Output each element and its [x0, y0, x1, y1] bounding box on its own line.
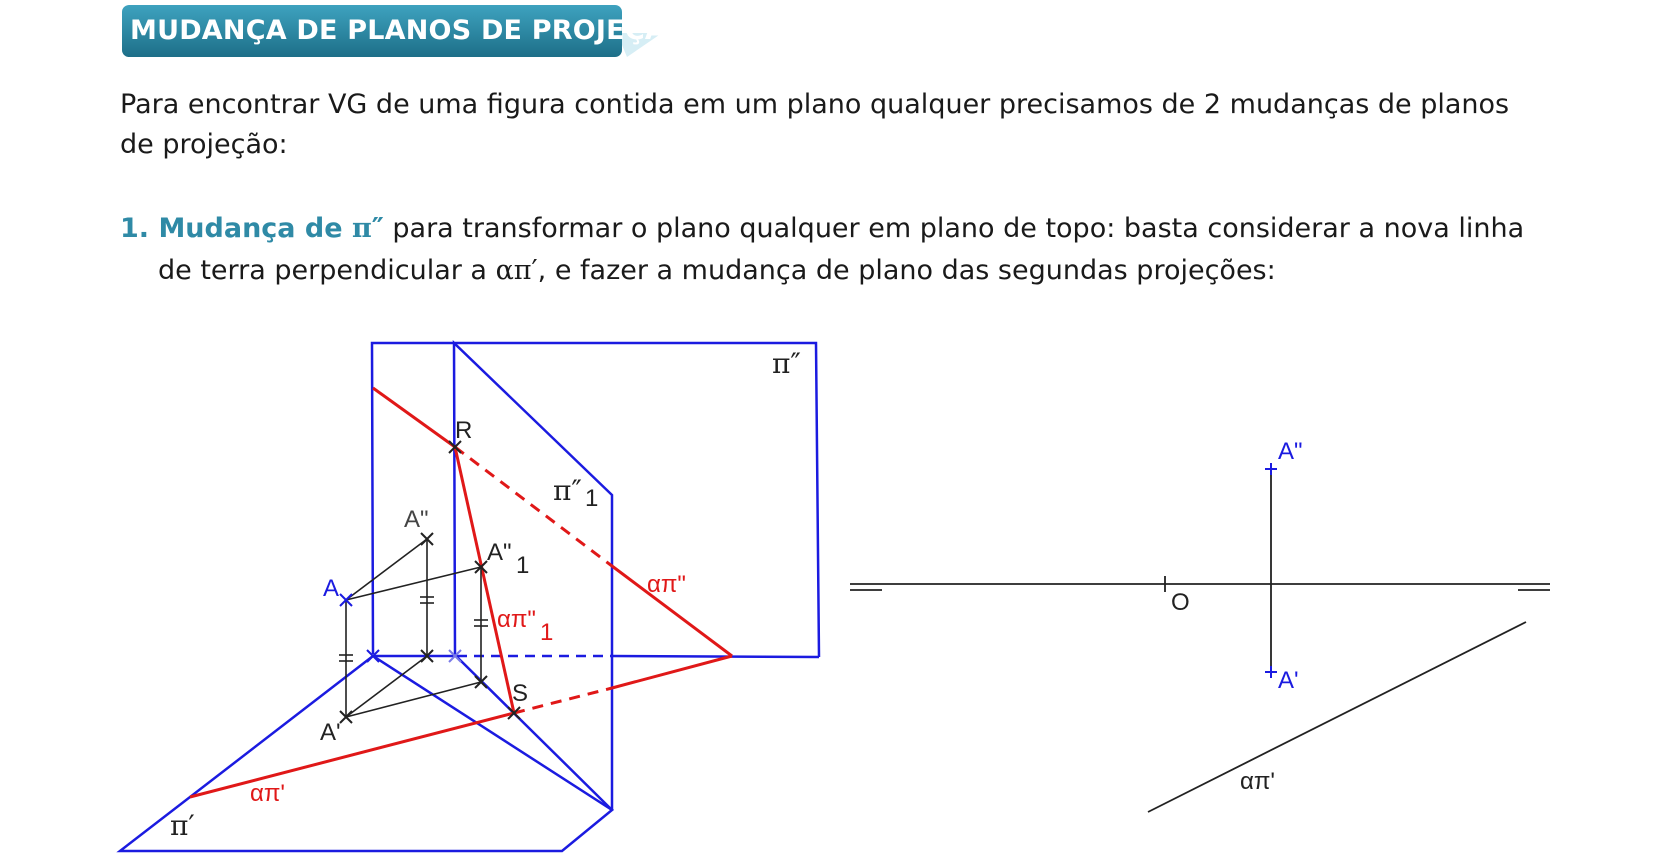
step-1-heading-symbol: π″	[351, 213, 384, 244]
trace-alpha-pi2-1	[455, 447, 514, 713]
label-plane-pi2-1: π″	[553, 474, 582, 507]
label-trace-alpha-pi1: απ'	[250, 780, 286, 807]
label-trace-alpha-pi2-1: απ"	[497, 606, 536, 633]
label-trace-alpha-pi1-2d: απ'	[1240, 768, 1276, 795]
label-plane-pi2: π″	[772, 347, 801, 380]
label-point-A: A	[323, 575, 340, 602]
label-trace-alpha-pi2: απ"	[647, 571, 686, 598]
label-origin-2d: O	[1171, 589, 1190, 616]
label-point-A2-1: A"	[487, 539, 512, 566]
diagram-3d	[120, 343, 819, 851]
trace-alpha-pi1-dashed	[514, 688, 612, 713]
plane-pi2-1-outline	[454, 343, 612, 810]
label-point-A2-2d: A"	[1278, 438, 1303, 465]
label-trace-alpha-pi2-1-sub: 1	[540, 619, 554, 646]
trace-alpha-pi1-right	[612, 656, 732, 688]
label-point-R: R	[455, 417, 473, 444]
label-point-A1: A'	[320, 719, 341, 746]
label-point-S: S	[512, 680, 529, 707]
ground-line-right	[612, 656, 819, 657]
page-title: MUDANÇA DE PLANOS DE PROJEÇÃO	[130, 15, 690, 46]
label-plane-pi2-1-sub: 1	[585, 485, 599, 512]
label-point-A2-1-sub: 1	[516, 552, 530, 579]
intro-line-1: Para encontrar VG de uma figura contida em um plano qualquer precisamos de 2 mudanças de planos	[120, 89, 1510, 120]
marker-A2-2d	[1265, 463, 1277, 475]
intro-line-2: de projeção:	[120, 129, 288, 160]
step-1-text-2b: , e fazer a mudança de plano das segundas projeções:	[537, 255, 1276, 286]
step-1-text-2a: de terra perpendicular a	[158, 255, 496, 286]
trace-alpha-pi1-2d	[1148, 622, 1526, 812]
label-plane-pi1: π′	[170, 809, 195, 842]
label-point-A1-2d: A'	[1278, 667, 1299, 694]
label-point-A2: A"	[404, 506, 429, 533]
step-1-text-1: para transformar o plano qualquer em plano de topo: basta considerar a nova linha	[383, 213, 1525, 244]
diagram-2d	[850, 438, 1550, 812]
trace-alpha-pi1	[190, 713, 514, 797]
trace-alpha-pi2-upper	[373, 388, 455, 447]
step-1-text-2-symbol: απ′	[495, 255, 538, 286]
marker-A1-2d	[1265, 666, 1277, 678]
step-1-heading: 1. Mudança de	[120, 213, 352, 244]
projection-line-a-a2-1	[346, 567, 481, 600]
